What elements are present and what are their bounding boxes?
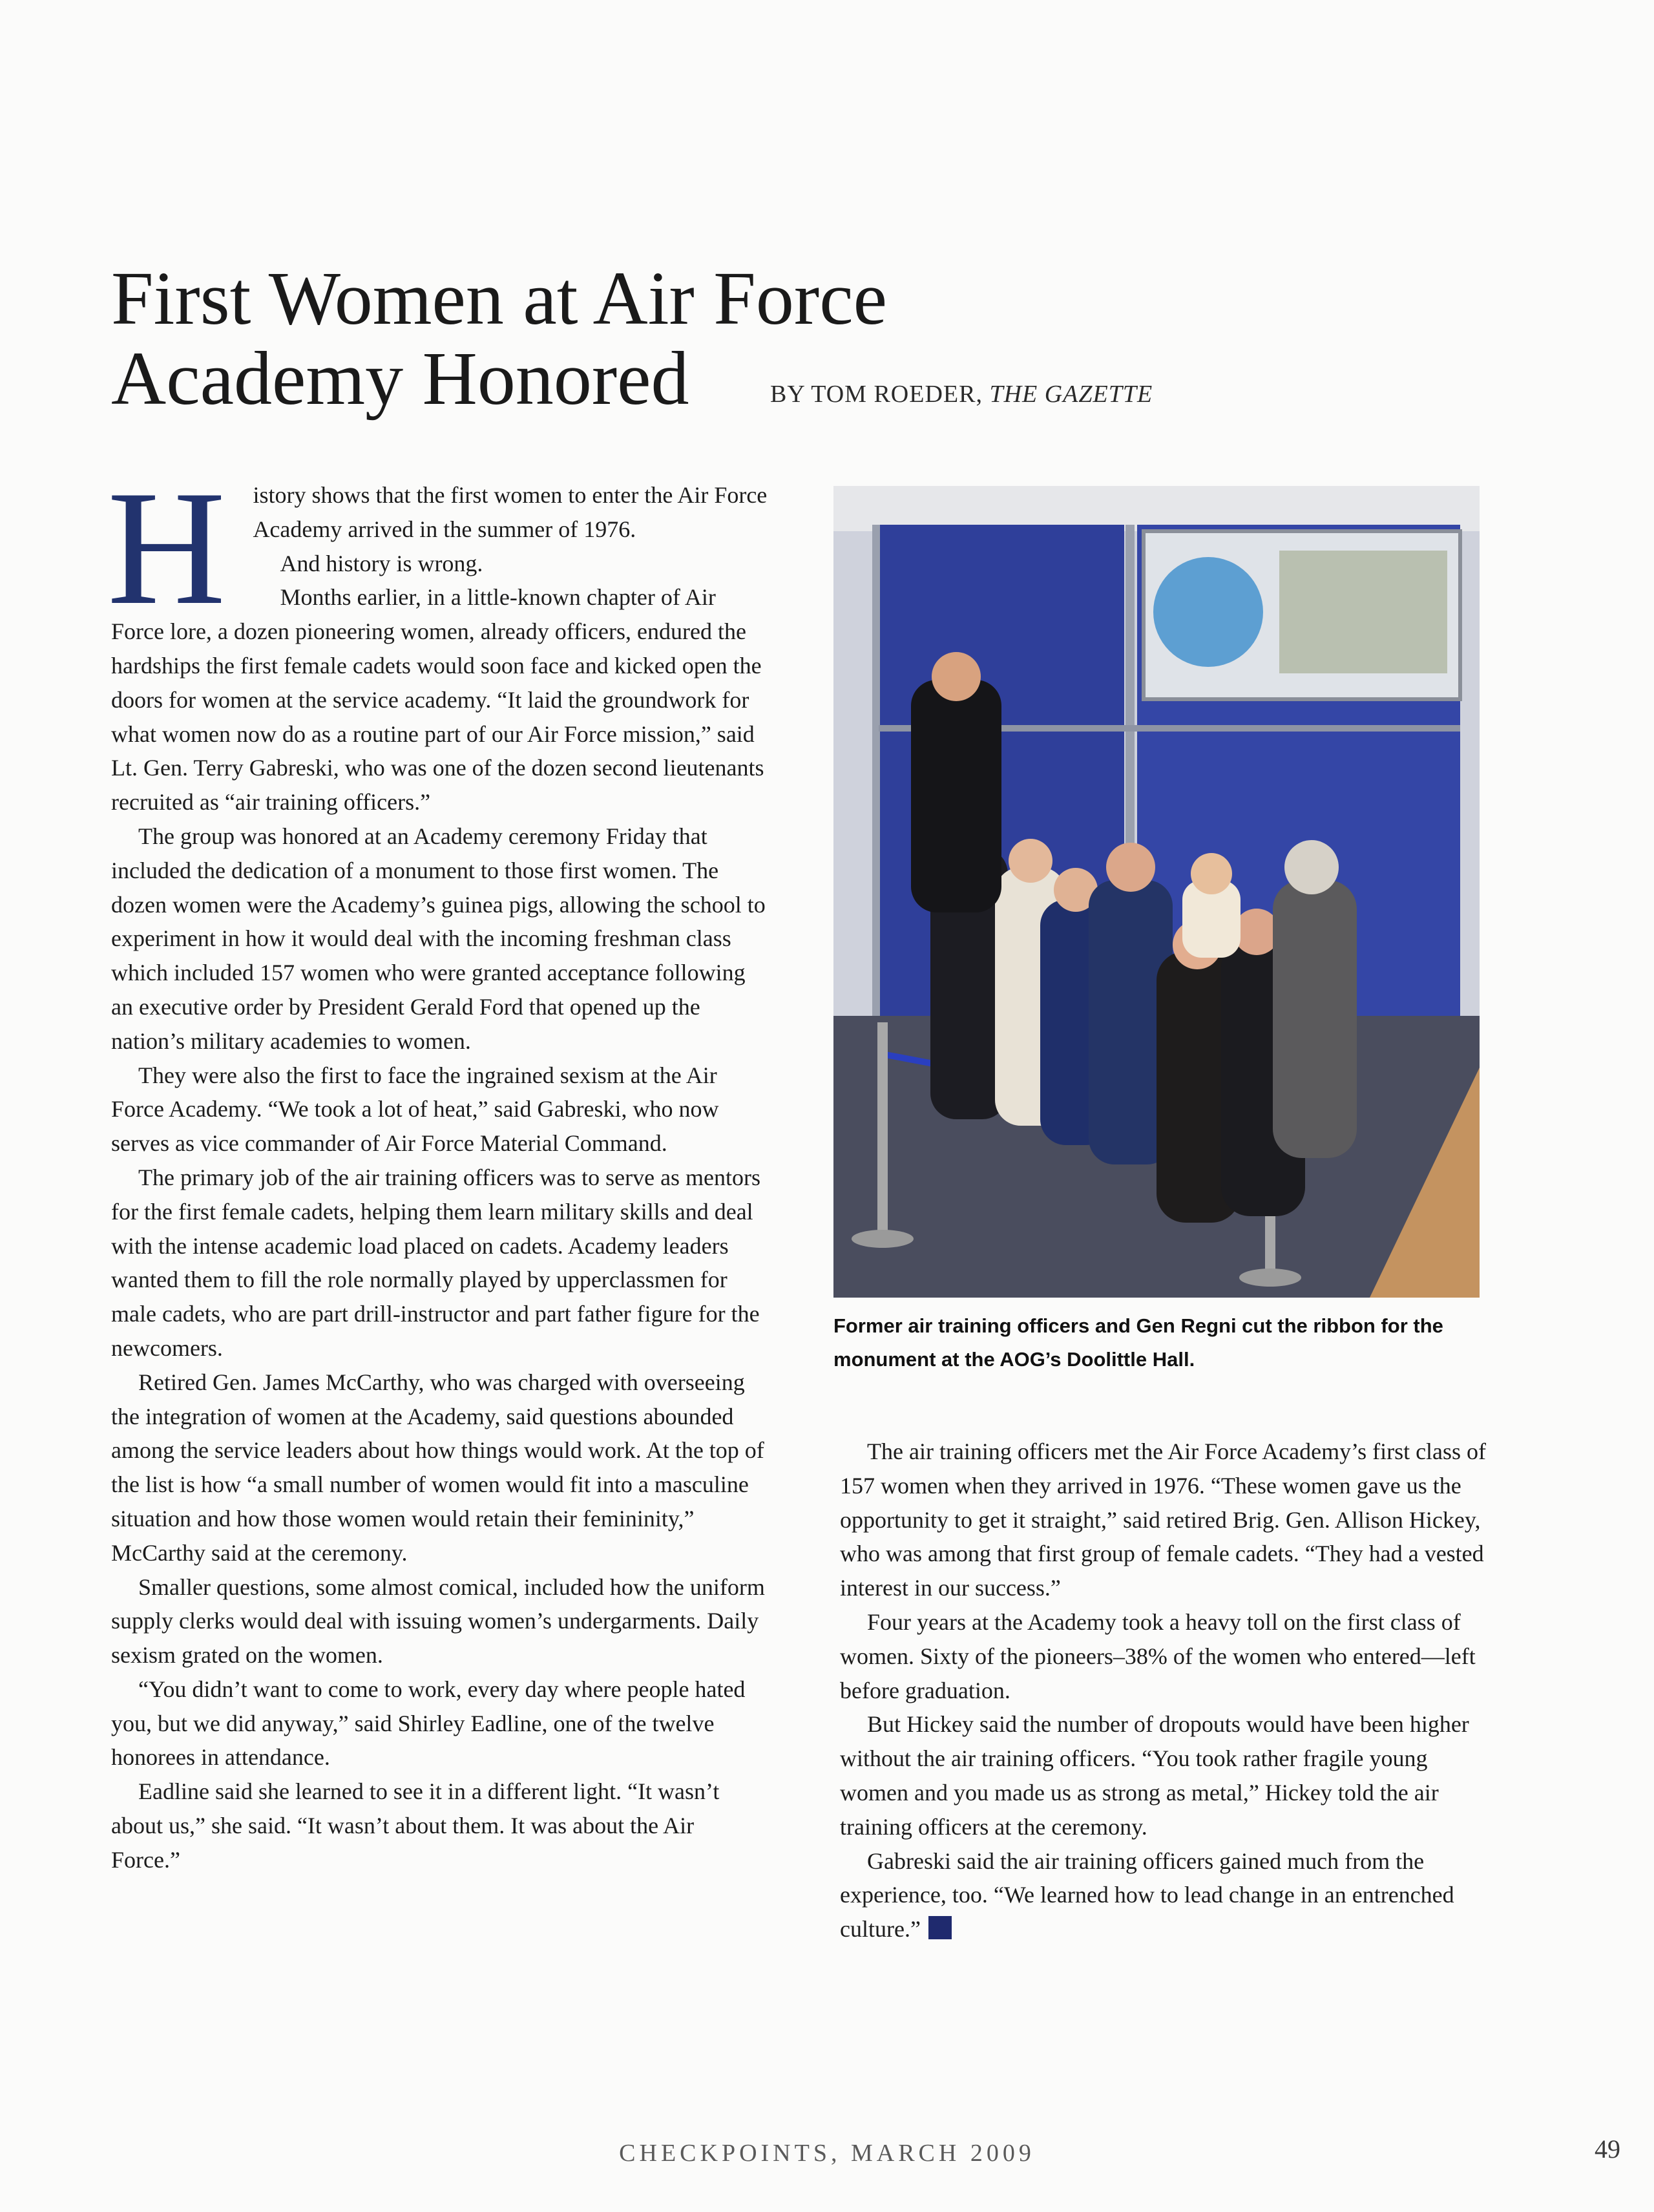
ceiling [833, 486, 1480, 531]
lead-text: istory shows that the first women to enter the Air Force Academy arrived in the summer of 1976. [253, 482, 768, 542]
plaque-photo [1279, 551, 1447, 673]
person [911, 680, 1001, 912]
paragraph: The air training officers met the Air Force Academy’s first class of 157 women when they arrived in 1976. “These women gave us the opportunity to get it straight,” said retired Brig. Gen. Allison Hickey, who was among that first group of female cadets. “They had a vested interest in our success.” [840, 1438, 1487, 1601]
article-title-line-1: First Women at Air Force [111, 256, 887, 341]
person [1009, 839, 1052, 883]
person [1284, 840, 1339, 894]
stanchion-base [1239, 1269, 1301, 1287]
article-title-line-2: Academy Honored [111, 336, 689, 421]
paragraph: Retired Gen. James McCarthy, who was charged with overseeing the integration of women at the Academy, said questions abounded among the service leaders about how things would work. At the top of the list is how “a small number of women would fit into a masculine situation and how those women would retain their femininity,” McCarthy said at the ceremony. [111, 1369, 764, 1566]
paragraph: The group was honored at an Academy ceremony Friday that included the dedication of a monument to those first women. The dozen women were the Academy’s guinea pigs, allowing the school to experiment in how it would deal with the incoming freshman class which included 157 women who were granted acceptance following an executive order by President Gerald Ford that opened up the nation’s military academies to women. [111, 823, 766, 1054]
paragraph: Smaller questions, some almost comical, included how the uniform supply clerks would deal with issuing women’s undergarments. Daily sexism grated on the women. [111, 1574, 765, 1669]
article-column-left [107, 457, 769, 1877]
plaque-emblem [1153, 557, 1263, 667]
stanchion-base [852, 1230, 914, 1248]
byline-author: BY TOM ROEDER, [770, 381, 990, 408]
ceremony-photo [833, 486, 1480, 1298]
stanchion-left [877, 1022, 888, 1236]
paragraph-last-text: Gabreski said the air training officers gained much from the experience, too. “We learned how to lead change in an entrenched culture.” [840, 1848, 1454, 1943]
paragraph: “You didn’t want to come to work, every day where people hated you, but we did anyway,” said Shirley Eadline, one of the twelve honorees in attendance. [111, 1676, 746, 1771]
running-footer: CHECKPOINTS, MARCH 2009 [619, 2140, 1035, 2167]
byline [770, 380, 1153, 408]
photo-caption: Former air training officers and Gen Regni cut the ribbon for the monument at the AOG’s Doolittle Hall. [833, 1314, 1443, 1371]
byline-publication: THE GAZETTE [989, 381, 1153, 408]
paragraph-last [840, 1844, 1498, 1946]
paragraph: The primary job of the air training officers was to serve as mentors for the first female cadets, helping them learn military skills and deal with the intense academic load placed on cadets. Academy leaders wanted them to fill the role normally played by upperclassmen for male cadets, who are part drill-instructor and part father figure for the newcomers. [111, 1164, 761, 1361]
ribbon-cutting-illustration [833, 486, 1480, 1298]
article-column-right [840, 1435, 1498, 1946]
person [1191, 853, 1232, 894]
drop-cap: H [107, 457, 226, 638]
end-mark-icon [928, 1916, 952, 1939]
paragraph: Four years at the Academy took a heavy toll on the first class of women. Sixty of the pioneers–38% of the women who entered—left before graduation. [840, 1608, 1476, 1703]
paragraph: Eadline said she learned to see it in a different light. “It wasn’t about us,” she said. “It wasn’t about them. It was about the Air Force.” [111, 1778, 720, 1873]
panel-frame [872, 525, 880, 1029]
person [932, 652, 981, 701]
paragraph: But Hickey said the number of dropouts would have been higher without the air training officers. “You took rather fragile young women and you made us as strong as metal,” Hickey told the air training officers at the ceremony. [840, 1711, 1469, 1840]
paragraph: They were also the first to face the ingrained sexism at the Air Force Academy. “We took a lot of heat,” said Gabreski, who now serves as vice commander of Air Force Material Command. [111, 1062, 719, 1157]
page-number: 49 [1595, 2134, 1620, 2164]
paragraph: And history is wrong. [280, 550, 483, 576]
person [1273, 880, 1357, 1158]
paragraph: Months earlier, in a little-known chapter of Air Force lore, a dozen pioneering women, already officers, endured the hardships the first female cadets would soon face and kicked open the doors for women at the service academy. “It laid the groundwork for what women now do as a routine part of our Air Force mission,” said Lt. Gen. Terry Gabreski, who was one of the dozen second lieutenants recruited as “air training officers.” [111, 584, 764, 816]
person [1106, 843, 1155, 892]
